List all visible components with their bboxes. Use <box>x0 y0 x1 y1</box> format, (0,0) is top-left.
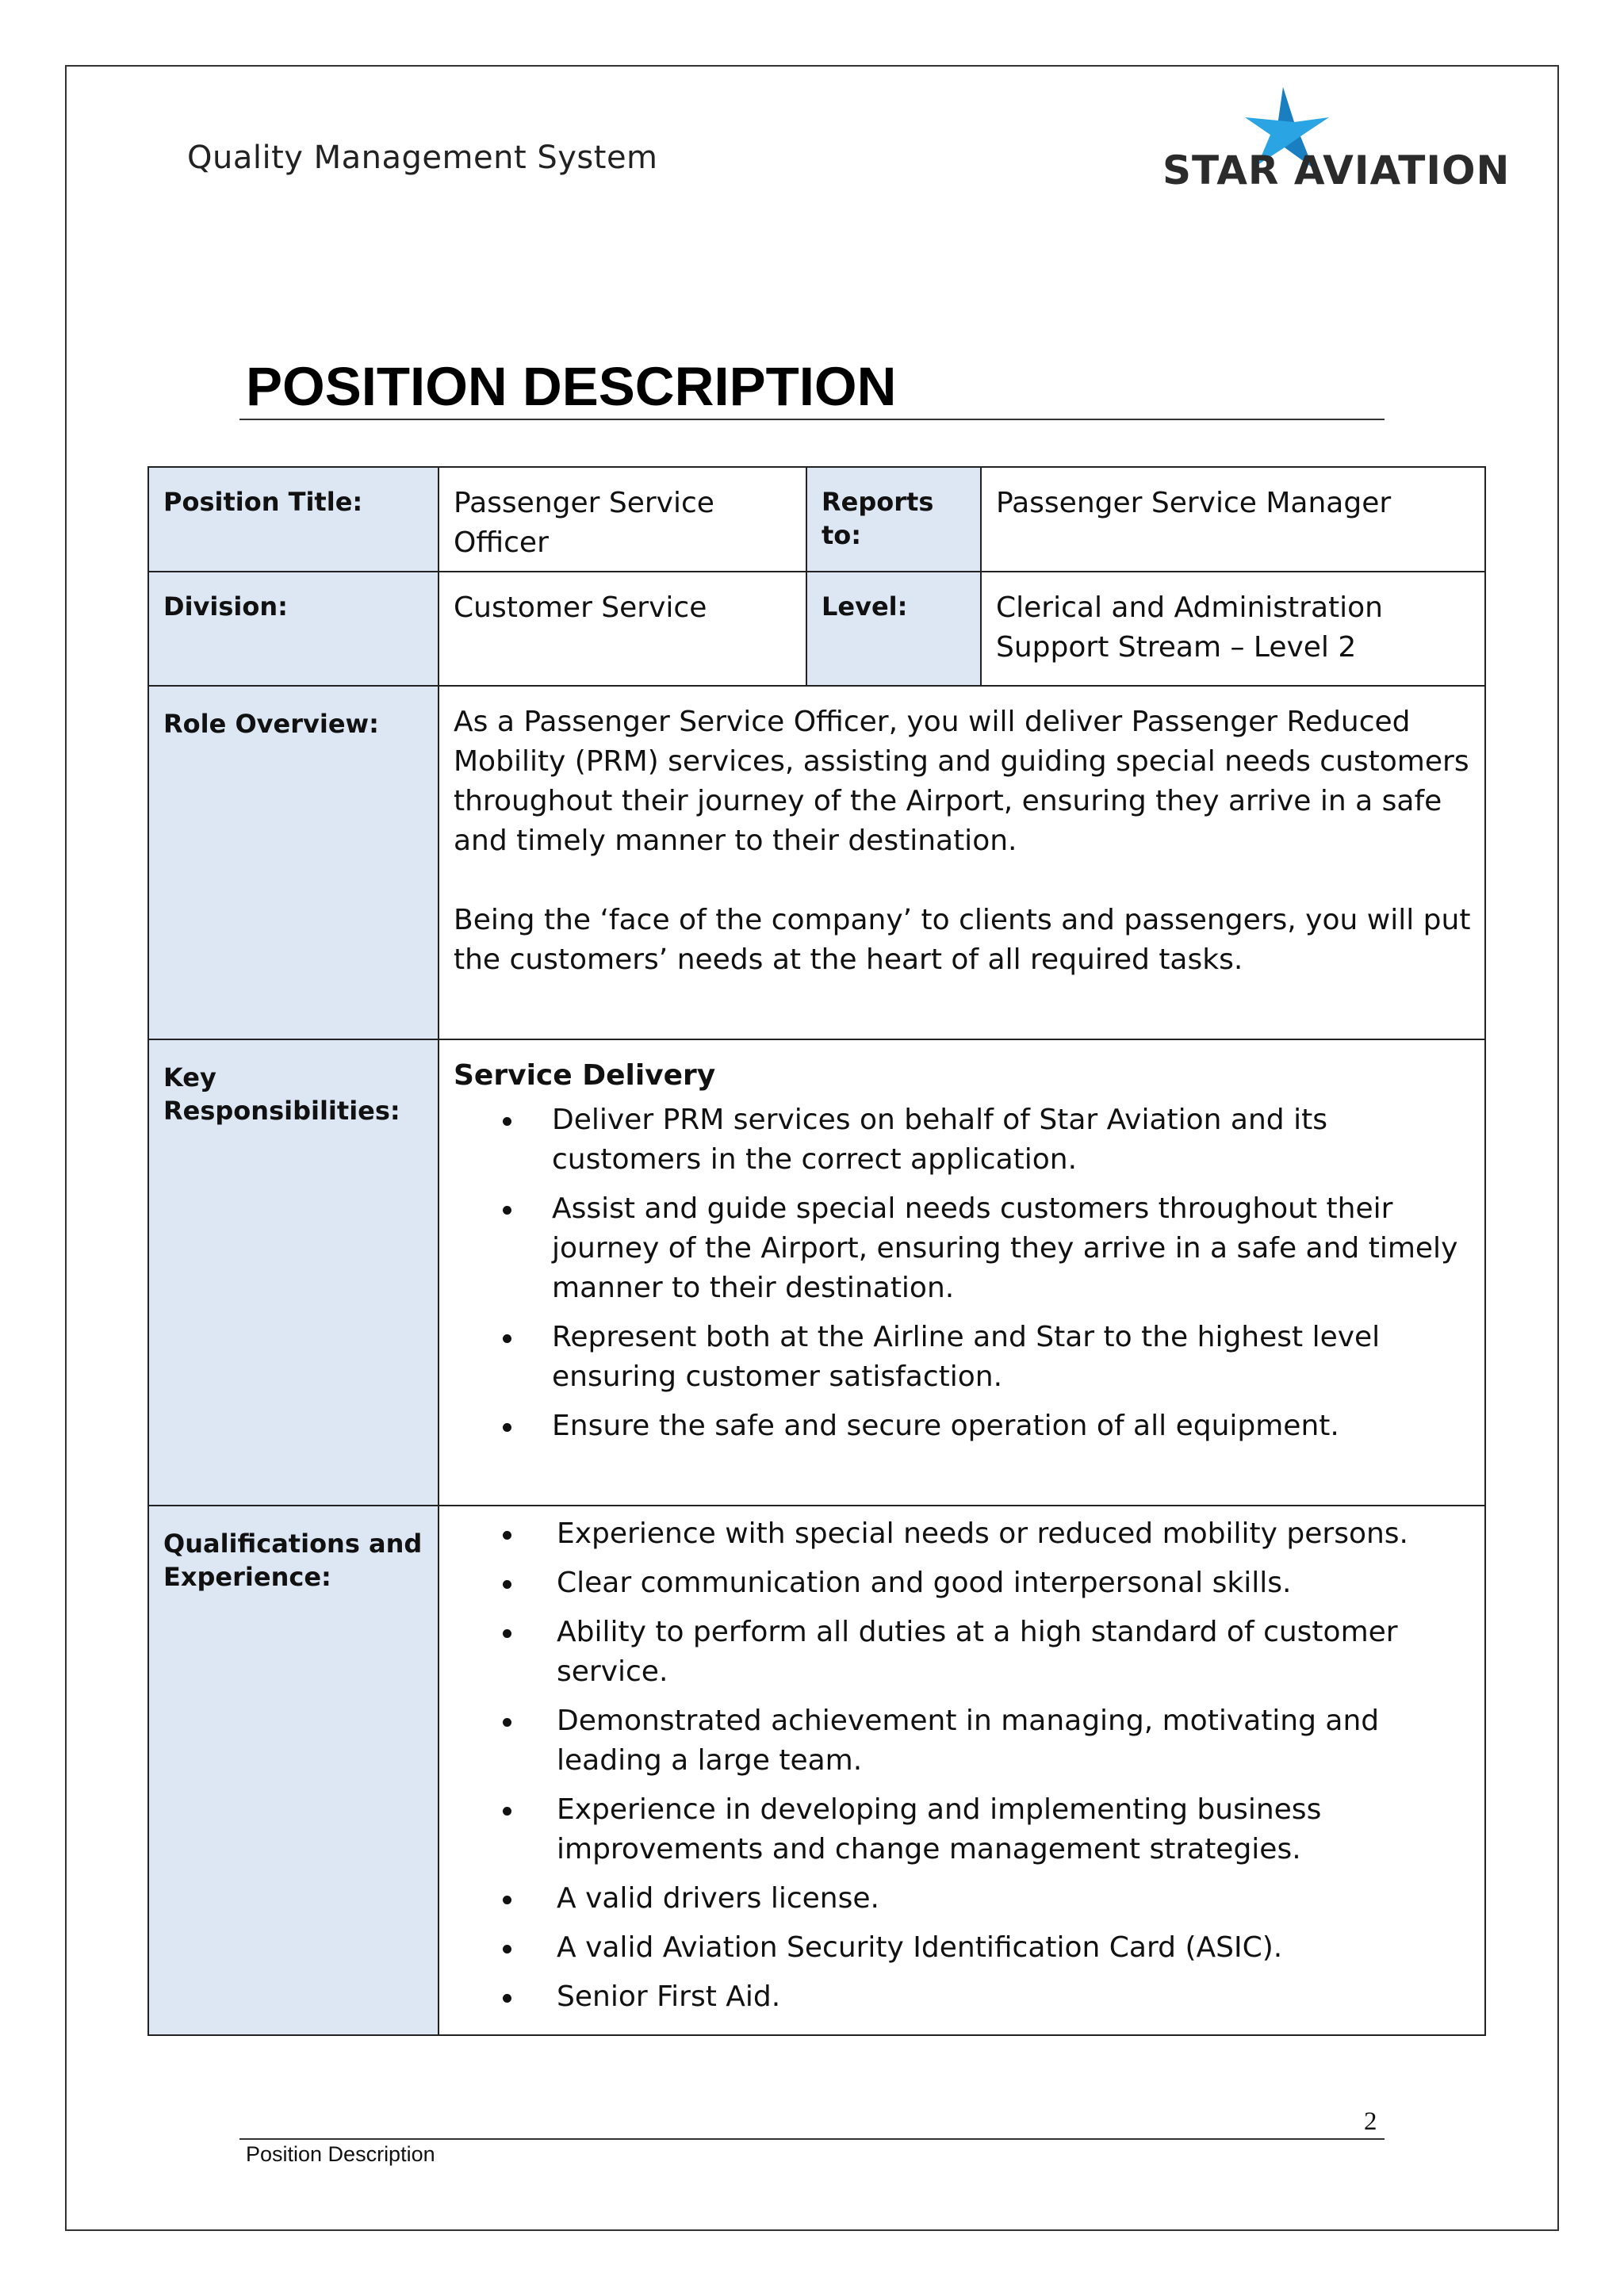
list-item-text: A valid drivers license. <box>557 1882 879 1915</box>
star-aviation-logo <box>1162 86 1511 193</box>
list-item <box>454 1977 1472 2017</box>
document-title: POSITION DESCRIPTION <box>246 356 897 417</box>
role-overview-paragraph: Being the ‘face of the company’ to clients and passengers, you will put the customers’ needs at the heart of all required tasks. <box>454 904 1471 976</box>
row-qualifications <box>148 1506 1485 2035</box>
logo-text: STAR AVIATION <box>1162 147 1511 193</box>
key-responsibilities-list <box>454 1100 1472 1446</box>
list-item <box>454 1879 1472 1919</box>
list-item-text: Experience in developing and implementing business improvements and change management strategies. <box>557 1793 1322 1866</box>
list-item-text: Represent both at the Airline and Star to the highest level ensuring customer satisfaction. <box>552 1321 1381 1393</box>
bullet-icon <box>503 1896 511 1904</box>
service-delivery-subheading: Service Delivery <box>454 1059 716 1092</box>
level-label: Level: <box>806 572 981 686</box>
bullet-icon <box>503 1629 511 1638</box>
list-item <box>454 1613 1472 1692</box>
list-item-text: Clear communication and good interpersonal skills. <box>557 1567 1292 1599</box>
position-title-label: Position Title: <box>148 467 439 572</box>
list-item-text: Senior First Aid. <box>557 1980 781 2013</box>
row-division <box>148 572 1485 686</box>
list-item-text: Experience with special needs or reduced mobility persons. <box>557 1517 1408 1550</box>
list-item <box>454 1100 1472 1180</box>
list-item <box>454 1928 1472 1968</box>
reports-to-value: Passenger Service Manager <box>981 467 1485 572</box>
key-responsibilities-value <box>439 1039 1485 1506</box>
list-item <box>454 1514 1472 1554</box>
list-item-text: Deliver PRM services on behalf of Star Aviation and its customers in the correct application. <box>552 1104 1327 1176</box>
bullet-icon <box>503 1945 511 1954</box>
list-item <box>454 1701 1472 1781</box>
footer-label: Position Description <box>246 2142 435 2166</box>
bullet-icon <box>503 1423 511 1432</box>
position-title-value: Passenger Service Officer <box>439 467 806 572</box>
position-description-table <box>147 466 1486 2036</box>
bullet-icon <box>503 1718 511 1727</box>
qualifications-label: Qualifications and Experience: <box>148 1506 439 2035</box>
role-overview-label: Role Overview: <box>148 686 439 1039</box>
list-item-text: Assist and guide special needs customers throughout their journey of the Airport, ensuring they arrive in a safe and timely manner to their destination. <box>552 1192 1458 1304</box>
qualifications-list <box>454 1514 1472 2017</box>
qualifications-value <box>439 1506 1485 2035</box>
list-item <box>454 1563 1472 1603</box>
row-role-overview <box>148 686 1485 1039</box>
bullet-icon <box>503 1117 511 1126</box>
row-position-title <box>148 467 1485 572</box>
list-item-text: Ensure the safe and secure operation of all equipment. <box>552 1410 1339 1442</box>
list-item <box>454 1406 1472 1446</box>
level-value: Clerical and Administration Support Stream – Level 2 <box>981 572 1485 686</box>
list-item <box>454 1790 1472 1869</box>
list-item <box>454 1318 1472 1397</box>
star-logo-icon <box>1162 86 1511 193</box>
role-overview-value <box>439 686 1485 1039</box>
list-item-text: A valid Aviation Security Identification Card (ASIC). <box>557 1931 1283 1964</box>
bullet-icon <box>503 1994 511 2003</box>
page-number: 2 <box>1364 2107 1377 2136</box>
division-value: Customer Service <box>439 572 806 686</box>
bullet-icon <box>503 1206 511 1215</box>
qms-header-label: Quality Management System <box>187 140 658 176</box>
division-label: Division: <box>148 572 439 686</box>
bullet-icon <box>503 1334 511 1343</box>
footer-rule <box>239 2138 1385 2140</box>
bullet-icon <box>503 1531 511 1540</box>
list-item <box>454 1189 1472 1308</box>
bullet-icon <box>503 1580 511 1589</box>
title-underline <box>239 419 1385 420</box>
list-item-text: Demonstrated achievement in managing, motivating and leading a large team. <box>557 1705 1380 1777</box>
row-key-responsibilities <box>148 1039 1485 1506</box>
role-overview-paragraph: As a Passenger Service Officer, you will deliver Passenger Reduced Mobility (PRM) services, assisting and guiding special needs customers throughout their journey of the Airport, ensuring they arrive in a safe and timely manner to their destination. <box>454 706 1469 857</box>
key-responsibilities-label: Key Responsibilities: <box>148 1039 439 1506</box>
bullet-icon <box>503 1807 511 1816</box>
reports-to-label: Reports to: <box>806 467 981 572</box>
list-item-text: Ability to perform all duties at a high standard of customer service. <box>557 1616 1398 1688</box>
